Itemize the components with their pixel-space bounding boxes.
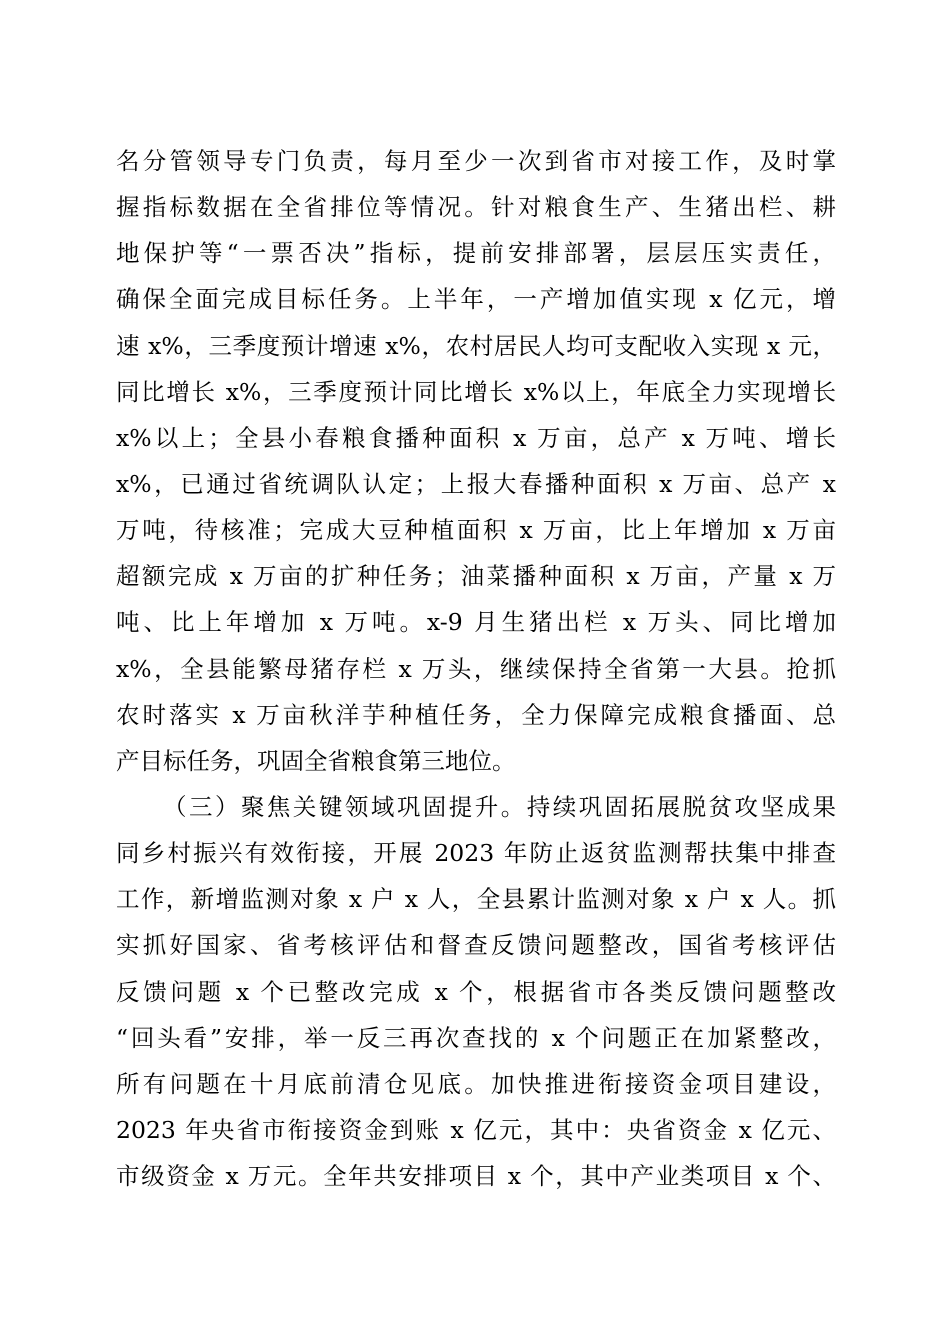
text-line: 市级资金 x 万元。全年共安排项目 x 个，其中产业类项目 x 个、 (116, 1162, 836, 1191)
text-line: x%，全县能繁母猪存栏 x 万头，继续保持全省第一大县。抢抓 (116, 654, 836, 683)
text-line: 实抓好国家、省考核评估和督查反馈问题整改，国省考核评估 (116, 931, 836, 960)
text-line: 所有问题在十月底前清仓见底。加快推进衔接资金项目建设， (116, 1069, 836, 1098)
text-line: 万吨，待核准；完成大豆种植面积 x 万亩，比上年增加 x 万亩 (116, 516, 836, 545)
text-line: 2023 年央省市衔接资金到账 x 亿元，其中：央省资金 x 亿元、 (116, 1115, 836, 1144)
text-line: 反馈问题 x 个已整改完成 x 个，根据省市各类反馈问题整改 (116, 977, 836, 1006)
text-line: 名分管领导专门负责，每月至少一次到省市对接工作，及时掌 (116, 147, 836, 175)
document-body (116, 138, 836, 1199)
paragraph-last-line: 产目标任务，巩固全省粮食第三地位。 (116, 746, 516, 775)
text-line: 同比增长 x%，三季度预计同比增长 x%以上，年底全力实现增长 (116, 377, 836, 406)
text-line: 工作，新增监测对象 x 户 x 人，全县累计监测对象 x 户 x 人。抓 (116, 885, 836, 914)
text-line: “回头看”安排，举一反三再次查找的 x 个问题正在加紧整改， (116, 1023, 836, 1052)
text-line: x%以上；全县小春粮食播种面积 x 万亩，总产 x 万吨、增长 (116, 423, 836, 452)
text-line: x%，已通过省统调队认定；上报大春播种面积 x 万亩、总产 x (116, 469, 836, 498)
text-line: 确保全面完成目标任务。上半年，一产增加值实现 x 亿元，增 (116, 285, 836, 314)
text-line: 速 x%，三季度预计增速 x%，农村居民人均可支配收入实现 x 元， (116, 331, 836, 360)
text-line: 农时落实 x 万亩秋洋芋种植任务，全力保障完成粮食播面、总 (116, 700, 836, 729)
text-line: 超额完成 x 万亩的扩种任务；油菜播种面积 x 万亩，产量 x 万 (116, 562, 836, 591)
text-line: 地保护等“一票否决”指标，提前安排部署，层层压实责任， (116, 239, 836, 268)
text-line: 吨、比上年增加 x 万吨。x-9 月生猪出栏 x 万头、同比增加 (116, 608, 836, 637)
section-heading-line: （三）聚焦关键领域巩固提升。持续巩固拓展脱贫攻坚成果 (163, 792, 836, 821)
text-line: 同乡村振兴有效衔接，开展 2023 年防止返贫监测帮扶集中排查 (116, 839, 836, 868)
text-line: 握指标数据在全省排位等情况。针对粮食生产、生猪出栏、耕 (116, 193, 836, 222)
